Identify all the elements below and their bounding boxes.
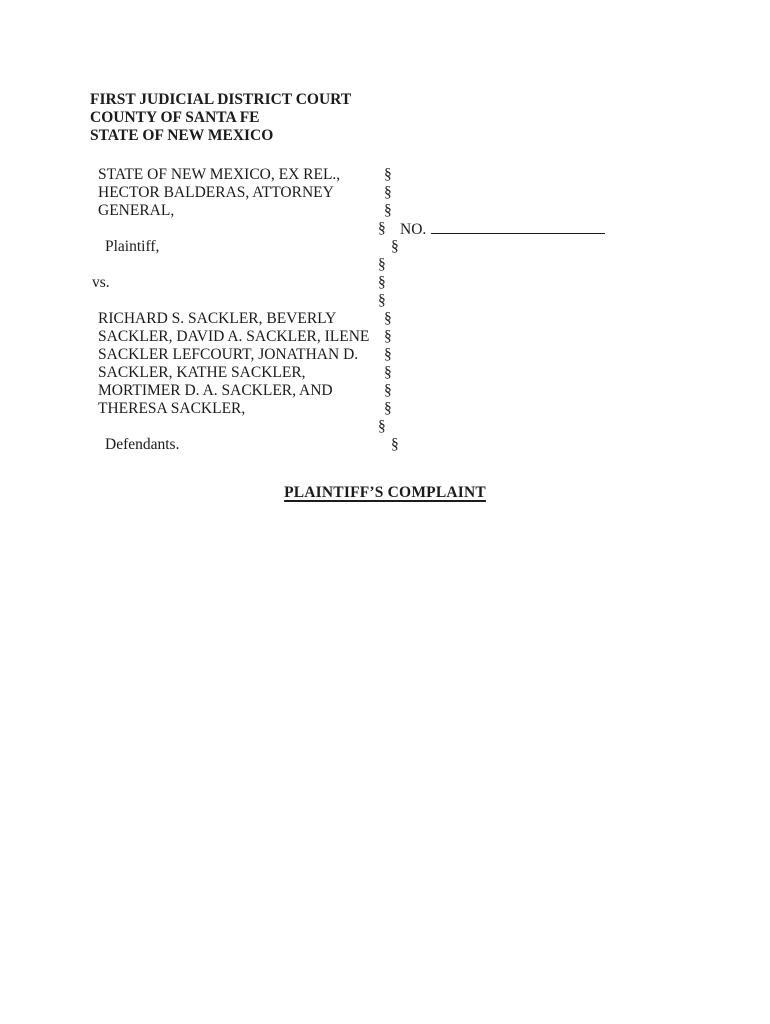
caption-row bbox=[92, 202, 652, 220]
caption-right-cell bbox=[406, 184, 652, 202]
defendant-name-line: SACKLER LEFCOURT, JONATHAN D. bbox=[98, 346, 359, 363]
caption-row bbox=[92, 346, 652, 364]
caption-right-cell bbox=[406, 310, 652, 328]
caption-right-cell bbox=[400, 274, 652, 292]
caption-right-cell bbox=[406, 202, 652, 220]
section-symbol: § bbox=[391, 436, 399, 453]
caption-row bbox=[92, 400, 652, 418]
court-county: COUNTY OF SANTA FE bbox=[90, 109, 260, 126]
caption-right-cell bbox=[406, 364, 652, 382]
defendants-designation: Defendants. bbox=[105, 436, 180, 453]
caption-blank-line bbox=[92, 292, 378, 310]
caption-right-cell bbox=[406, 346, 652, 364]
defendant-name-line: THERESA SACKLER, bbox=[98, 400, 246, 417]
section-symbol: § bbox=[384, 184, 392, 201]
caption-right-cell bbox=[406, 382, 652, 400]
defendant-name-line: MORTIMER D. A. SACKLER, AND bbox=[98, 382, 333, 399]
caption-right-cell bbox=[413, 238, 652, 256]
caption-row bbox=[92, 184, 652, 202]
caption-row bbox=[92, 310, 652, 328]
caption-row bbox=[92, 382, 652, 400]
section-symbol: § bbox=[384, 400, 392, 417]
section-symbol: § bbox=[384, 202, 392, 219]
caption-row bbox=[92, 418, 652, 436]
section-symbol: § bbox=[384, 364, 392, 381]
plaintiff-name-line: STATE OF NEW MEXICO, EX REL., bbox=[98, 166, 341, 183]
document-title: PLAINTIFF’S COMPLAINT bbox=[284, 484, 486, 501]
plaintiff-name-line: HECTOR BALDERAS, ATTORNEY bbox=[98, 184, 334, 201]
case-number-area bbox=[400, 220, 652, 238]
defendant-name-line: SACKLER, DAVID A. SACKLER, ILENE bbox=[98, 328, 370, 345]
section-symbol: § bbox=[384, 166, 392, 183]
caption-blank-line bbox=[92, 418, 378, 436]
case-number-blank-line bbox=[431, 220, 605, 234]
caption-right-cell bbox=[406, 400, 652, 418]
caption-row bbox=[92, 328, 652, 346]
section-symbol: § bbox=[384, 382, 392, 399]
plaintiff-name-line: GENERAL, bbox=[98, 202, 175, 219]
court-header bbox=[90, 91, 351, 145]
caption-row bbox=[92, 436, 652, 454]
caption-row bbox=[92, 364, 652, 382]
caption-row bbox=[92, 292, 652, 310]
caption-right-cell bbox=[406, 328, 652, 346]
section-symbol: § bbox=[378, 256, 386, 273]
caption-right-cell bbox=[400, 418, 652, 436]
defendant-name-line: SACKLER, KATHE SACKLER, bbox=[98, 364, 306, 381]
defendant-name-line: RICHARD S. SACKLER, BEVERLY bbox=[98, 310, 337, 327]
section-symbol: § bbox=[378, 292, 386, 309]
section-symbol: § bbox=[384, 310, 392, 327]
court-state: STATE OF NEW MEXICO bbox=[90, 127, 274, 144]
section-symbol: § bbox=[384, 328, 392, 345]
section-symbol: § bbox=[391, 238, 399, 255]
caption-right-cell bbox=[413, 436, 652, 454]
section-symbol: § bbox=[378, 220, 386, 237]
case-number-label: NO. bbox=[400, 221, 427, 238]
section-symbol: § bbox=[378, 418, 386, 435]
vs-label: vs. bbox=[92, 274, 110, 291]
caption-right-cell bbox=[400, 256, 652, 274]
caption-row-case-number bbox=[92, 220, 652, 238]
caption-row bbox=[92, 166, 652, 184]
plaintiff-designation: Plaintiff, bbox=[105, 238, 160, 255]
caption-row bbox=[92, 274, 652, 292]
caption-blank-line bbox=[92, 256, 378, 274]
caption-row bbox=[92, 256, 652, 274]
court-name: FIRST JUDICIAL DISTRICT COURT bbox=[90, 91, 352, 108]
case-caption bbox=[92, 166, 652, 454]
caption-blank-line bbox=[92, 220, 378, 238]
caption-row bbox=[92, 238, 652, 256]
caption-right-cell bbox=[400, 292, 652, 310]
section-symbol: § bbox=[378, 274, 386, 291]
caption-right-cell bbox=[406, 166, 652, 184]
section-symbol: § bbox=[384, 346, 392, 363]
